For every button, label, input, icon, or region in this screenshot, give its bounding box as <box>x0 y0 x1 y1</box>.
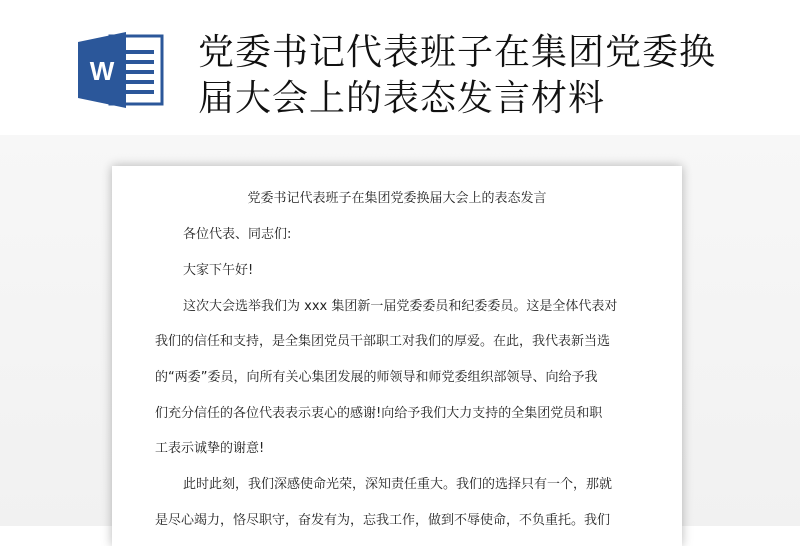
document-title: 党委书记代表班子在集团党委换届大会上的表态发言 <box>247 191 547 206</box>
page-title <box>198 30 778 122</box>
document-line: 各位代表、同志们: <box>183 227 292 242</box>
page-title-line-2: 届大会上的表态发言材料 <box>198 78 606 119</box>
document-line: 大家下午好! <box>183 263 254 278</box>
document-page <box>112 166 682 546</box>
document-line: 这次大会选举我们为 xxx 集团新一届党委委员和纪委委员。这是全体代表对 <box>183 299 618 314</box>
document-line: 工表示诚挚的谢意! <box>155 441 265 456</box>
document-line: 此时此刻，我们深感使命光荣，深知责任重大。我们的选择只有一个，那就 <box>183 477 613 492</box>
header-banner <box>0 0 800 135</box>
document-line: 我们的信任和支持，是全集团党员干部职工对我们的厚爱。在此，我代表新当选 <box>155 334 611 349</box>
document-line: 们充分信任的各位代表表示衷心的感谢!向给予我们大力支持的全集团党员和职 <box>155 406 603 421</box>
page-title-line-1: 党委书记代表班子在集团党委换 <box>198 32 717 73</box>
word-icon-letter: W <box>89 56 115 86</box>
document-line: 是尽心竭力，恪尽职守，奋发有为，忘我工作，做到不辱使命，不负重托。我们 <box>155 513 611 528</box>
document-line: 的“两委”委员，向所有关心集团发展的师领导和师党委组织部领导、向给予我 <box>155 370 598 385</box>
word-document-icon <box>76 30 168 110</box>
